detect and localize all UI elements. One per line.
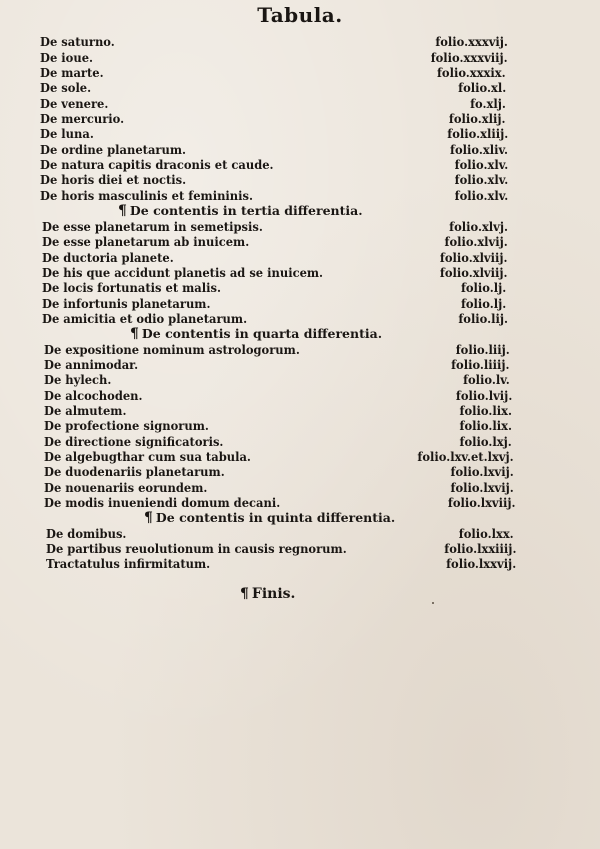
entry-folio: folio.xxxviij. — [431, 50, 508, 65]
entry-folio: folio.xliij. — [447, 126, 508, 141]
entry-folio: folio.lij. — [458, 311, 508, 326]
pilcrow-icon: ¶ — [144, 510, 153, 526]
entry-label: De natura capitis draconis et caude. — [40, 157, 274, 172]
finis-line — [240, 586, 295, 602]
entry-label: De partibus reuolutionum in causis regnorum. — [46, 541, 347, 556]
entry-folio: folio.xlv. — [454, 188, 508, 203]
entry-label: De esse planetarum in semetipsis. — [42, 219, 263, 234]
list-item — [42, 265, 508, 281]
list-item — [42, 219, 508, 235]
entry-folio: folio.liij. — [455, 342, 510, 357]
entry-label: De horis diei et noctis. — [40, 172, 187, 187]
entry-label: De annimodar. — [44, 357, 139, 372]
section-heading — [118, 203, 363, 219]
entry-label: De esse planetarum ab inuicem. — [42, 234, 250, 249]
list-item — [44, 403, 512, 419]
entry-folio: folio.lxj. — [459, 434, 512, 449]
entry-label: De his que accidunt planetis ad se inuicem. — [42, 265, 324, 280]
section-heading — [130, 326, 382, 342]
entry-label: De luna. — [40, 126, 94, 141]
entry-folio: folio.xlv. — [454, 172, 508, 187]
entry-label: De venere. — [40, 96, 109, 111]
entry-folio: folio.lxv.et.lxvj. — [417, 449, 514, 464]
list-item — [44, 434, 512, 450]
list-item — [42, 234, 508, 250]
entry-folio: folio.lv. — [463, 372, 510, 387]
entry-folio: folio.liiij. — [451, 357, 510, 372]
list-item — [40, 172, 508, 188]
entry-folio: folio.xxxvij. — [435, 34, 508, 49]
entry-label: De almutem. — [44, 403, 127, 418]
list-item — [40, 65, 506, 81]
list-item — [44, 480, 514, 496]
list-item — [44, 418, 512, 434]
entry-folio: folio.xxxix. — [437, 65, 506, 80]
entry-folio: folio.xliv. — [450, 142, 508, 157]
entry-folio: folio.lxvij. — [450, 480, 514, 495]
list-item — [42, 250, 508, 266]
section-heading — [144, 510, 395, 526]
entry-label: De ioue. — [40, 50, 94, 65]
entry-folio: folio.xlviij. — [440, 265, 508, 280]
entry-folio: folio.lj. — [460, 296, 506, 311]
entry-folio: fo.xlj. — [470, 96, 506, 111]
section-heading-text: De contentis in quinta differentia. — [155, 510, 396, 525]
pilcrow-icon: ¶ — [130, 326, 139, 342]
list-item — [44, 372, 510, 388]
entry-label: De sole. — [40, 80, 92, 95]
list-item — [42, 296, 506, 312]
entry-label: De directione significatoris. — [44, 434, 224, 449]
ink-speck — [432, 602, 434, 604]
list-item — [40, 80, 506, 96]
entry-folio: folio.lix. — [459, 418, 512, 433]
entry-label: De algebugthar cum sua tabula. — [44, 449, 251, 464]
entry-folio: folio.xlvj. — [449, 219, 508, 234]
list-item — [40, 111, 506, 127]
entry-folio: folio.lxxvij. — [445, 556, 516, 571]
list-item — [40, 50, 508, 66]
entry-folio: folio.lj. — [460, 280, 506, 295]
list-item — [40, 157, 508, 173]
finis-text: Finis. — [251, 586, 296, 602]
entry-label: De ordine planetarum. — [40, 142, 187, 157]
list-item — [40, 96, 506, 112]
list-item — [40, 126, 508, 142]
entry-folio: folio.xl. — [457, 80, 506, 95]
list-item — [46, 526, 514, 542]
section-heading-text: De contentis in quarta differentia. — [141, 326, 383, 341]
entry-folio: folio.xlviij. — [440, 250, 508, 265]
list-item — [44, 357, 510, 373]
entry-label: Tractatulus infirmitatum. — [46, 556, 211, 571]
entry-label: De ductoria planete. — [42, 250, 174, 265]
entry-label: De saturno. — [40, 34, 115, 49]
entry-label: De profectione signorum. — [44, 418, 209, 433]
entry-label: De marte. — [40, 65, 104, 80]
entry-folio: folio.lxvij. — [450, 464, 514, 479]
list-item — [44, 495, 516, 511]
entry-folio: folio.lvij. — [455, 388, 512, 403]
entry-label: De duodenariis planetarum. — [44, 464, 225, 479]
entry-folio: folio.xlvij. — [444, 234, 508, 249]
list-item — [46, 541, 516, 557]
list-item — [40, 142, 508, 158]
entry-label: De nouenariis eorundem. — [44, 480, 208, 495]
entry-label: De modis inueniendi domum decani. — [44, 495, 281, 510]
list-item — [44, 449, 514, 465]
list-item — [44, 464, 514, 480]
list-item — [42, 311, 508, 327]
page-title: Tabula. — [257, 3, 343, 27]
pilcrow-icon: ¶ — [240, 586, 249, 602]
entry-folio: folio.lxxiiij. — [443, 541, 516, 556]
entry-label: De amicitia et odio planetarum. — [42, 311, 248, 326]
entry-label: De hylech. — [44, 372, 112, 387]
section-heading-text: De contentis in tertia differentia. — [129, 203, 363, 218]
list-item — [46, 556, 516, 572]
entry-folio: folio.lxviij. — [448, 495, 516, 510]
entry-folio: folio.xlv. — [454, 157, 508, 172]
entry-label: De infortunis planetarum. — [42, 296, 211, 311]
list-item — [44, 342, 510, 358]
entry-label: De alcochoden. — [44, 388, 143, 403]
list-item — [40, 188, 508, 204]
list-item — [40, 34, 508, 50]
entry-label: De horis masculinis et femininis. — [40, 188, 254, 203]
entry-label: De domibus. — [46, 526, 127, 541]
entry-label: De mercurio. — [40, 111, 125, 126]
list-item — [44, 388, 512, 404]
list-item — [42, 280, 506, 296]
entry-folio: folio.xlij. — [449, 111, 506, 126]
pilcrow-icon: ¶ — [118, 203, 127, 219]
entry-label: De expositione nominum astrologorum. — [44, 342, 300, 357]
entry-label: De locis fortunatis et malis. — [42, 280, 221, 295]
entry-folio: folio.lix. — [459, 403, 512, 418]
entry-folio: folio.lxx. — [459, 526, 514, 541]
